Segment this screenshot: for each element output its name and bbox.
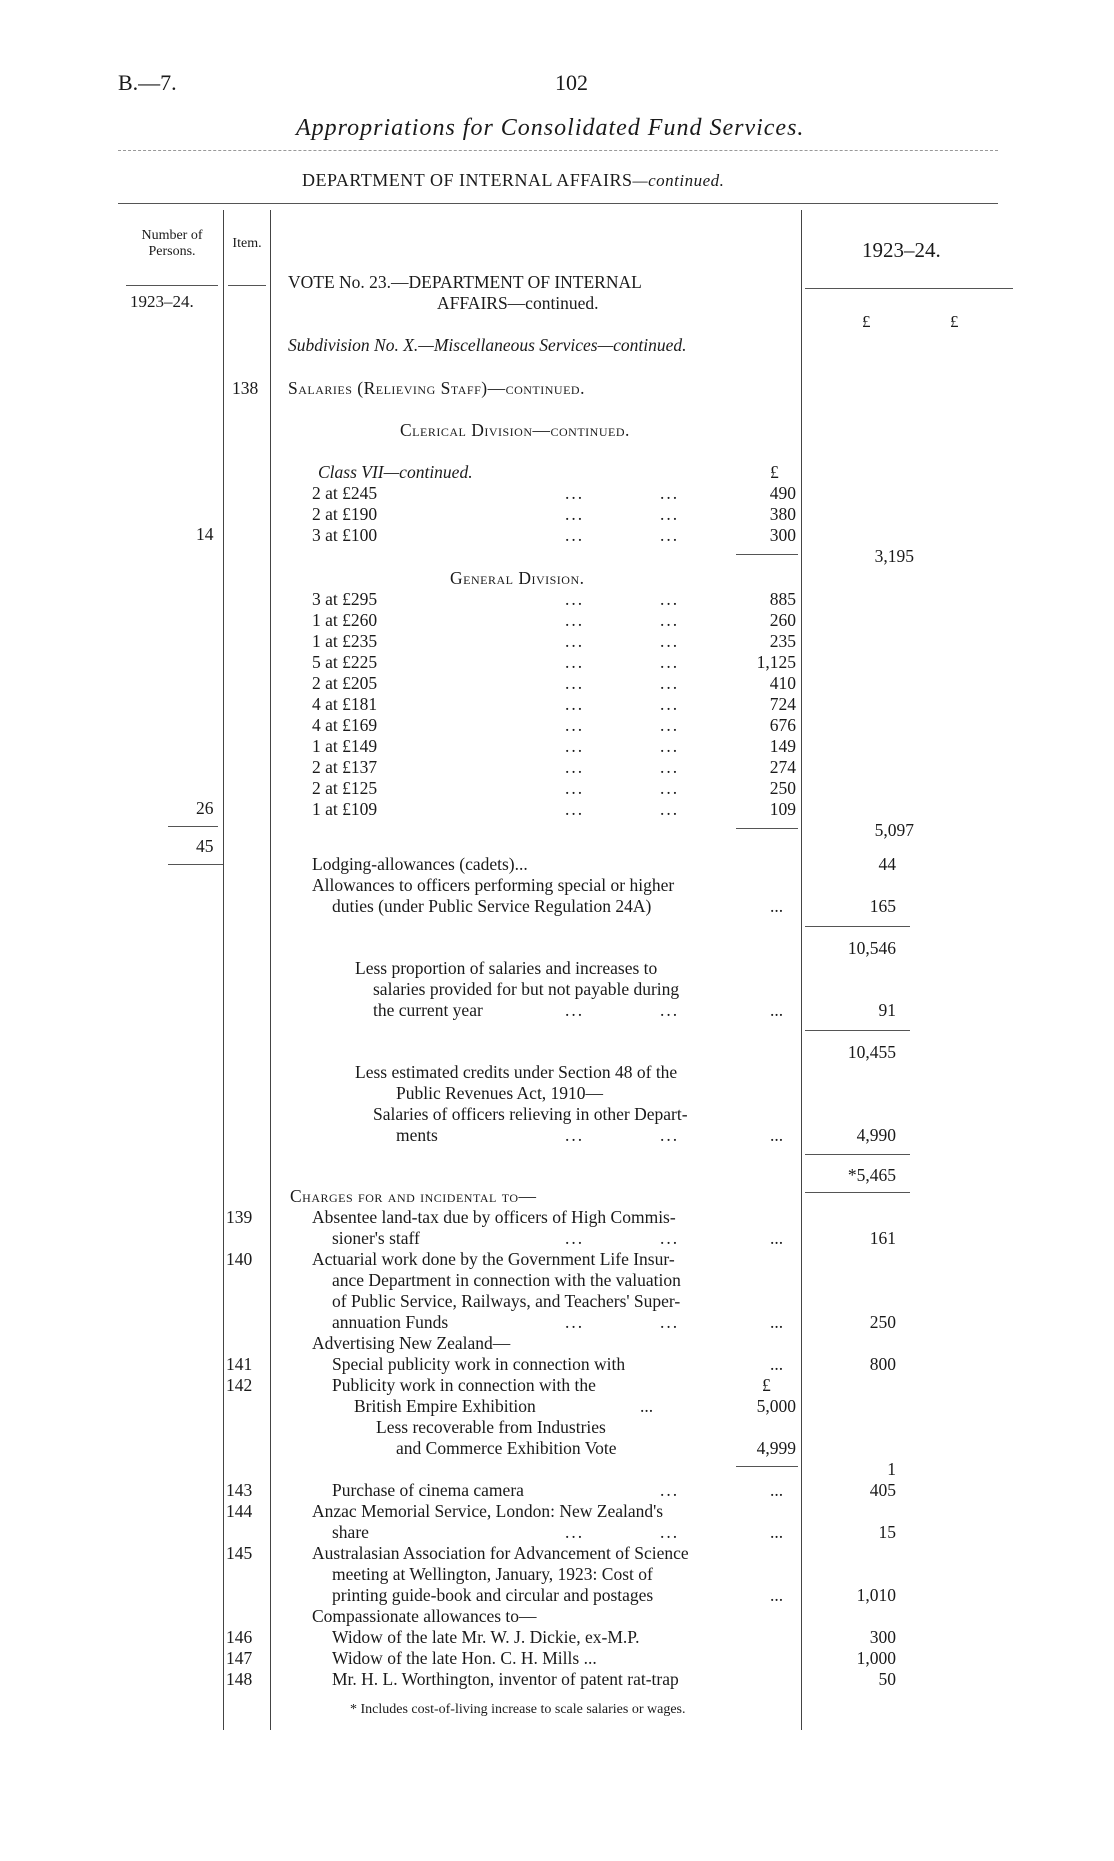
year-head-rule — [805, 288, 1013, 289]
item-143-label: Purchase of cinema camera — [332, 1480, 524, 1500]
item-147-value: 1,000 — [856, 1648, 896, 1668]
dot-leader: ... — [565, 673, 585, 693]
item-number-148: 148 — [226, 1669, 253, 1689]
table-top-rule — [118, 203, 998, 204]
item-142-sum-rule — [736, 1466, 798, 1467]
total-persons-rule — [168, 864, 223, 865]
dot-leader: ... — [660, 799, 680, 819]
special-allowances-line2: duties (under Public Service Regulation 24A) — [332, 896, 652, 916]
item-number-139: 139 — [226, 1207, 253, 1227]
scale-row-amount: 274 — [769, 757, 796, 777]
less-credits-line4: ments — [396, 1125, 438, 1145]
dot-leader: ... — [660, 1480, 680, 1500]
dot-leader: ... — [660, 715, 680, 735]
scale-row-label: 1 at £149 — [312, 736, 378, 756]
department-heading — [302, 170, 724, 191]
item-number-145: 145 — [226, 1543, 253, 1563]
amount-column-line — [801, 210, 802, 1730]
scale-row-amount: 490 — [769, 483, 796, 503]
item-140-line4: annuation Funds — [332, 1312, 449, 1332]
item-141-value: 800 — [869, 1354, 896, 1374]
total-persons: 45 — [196, 836, 214, 856]
dot-leader: ... — [660, 1125, 680, 1145]
item-142-line3: Less recoverable from Industries — [376, 1417, 606, 1437]
dot-leader: ... — [660, 1312, 680, 1332]
dot-leader: ... — [770, 1000, 784, 1020]
title-rule — [118, 150, 998, 151]
scale-row-amount: 109 — [769, 799, 796, 819]
dot-leader: ... — [770, 1480, 784, 1500]
item-148-value: 50 — [878, 1669, 896, 1689]
vote-heading: VOTE No. 23.—DEPARTMENT OF INTERNAL — [288, 272, 642, 292]
scale-row-amount: 380 — [769, 504, 796, 524]
dot-leader: ... — [565, 736, 585, 756]
dot-leader: ... — [565, 694, 585, 714]
dot-leader: ... — [770, 1354, 784, 1374]
vote-heading-continued: AFFAIRS—continued. — [437, 293, 599, 313]
dot-leader: ... — [565, 778, 585, 798]
less-proportion-line1: Less proportion of salaries and increases to — [355, 958, 658, 978]
dot-leader: ... — [660, 1228, 680, 1248]
pound-header-2: £ — [950, 312, 959, 331]
persons-column-line — [223, 210, 224, 1730]
net-under-rule — [805, 1192, 910, 1193]
salaries-heading: Salaries (Relieving Staff)—continued. — [288, 378, 585, 398]
dot-leader: ... — [660, 631, 680, 651]
scale-row-amount: 724 — [769, 694, 796, 714]
dot-leader: ... — [565, 1228, 585, 1248]
dot-leader: ... — [660, 652, 680, 672]
persons-column-header: Number of Persons. — [141, 228, 203, 259]
dot-leader: ... — [565, 715, 585, 735]
class-vii-heading: Class VII—continued. — [318, 462, 473, 482]
special-allowances-line1: Allowances to officers performing special or higher — [312, 875, 675, 895]
item-142-line1: Publicity work in connection with the — [332, 1375, 596, 1395]
dot-leader: ... — [565, 631, 585, 651]
dot-leader: ... — [660, 504, 680, 524]
dot-leader: ... — [660, 694, 680, 714]
persons-head-rule — [126, 285, 218, 286]
clerical-persons: 14 — [196, 524, 214, 544]
less-credits-line1: Less estimated credits under Section 48 of the — [355, 1062, 678, 1082]
dot-leader: ... — [565, 589, 585, 609]
subtotal2-rule — [805, 1030, 910, 1031]
scale-row-amount: 410 — [769, 673, 796, 693]
item-142-value: 1 — [887, 1459, 896, 1479]
dot-leader: ... — [660, 1000, 680, 1020]
pound-subcolumn-header: £ — [770, 462, 779, 482]
item-146-label: Widow of the late Mr. W. J. Dickie, ex-M.P. — [332, 1627, 640, 1647]
subdivision-heading: Subdivision No. X.—Miscellaneous Services—continued. — [288, 335, 687, 355]
item-145-value: 1,010 — [856, 1585, 896, 1605]
scale-row-label: 2 at £205 — [312, 673, 378, 693]
dot-leader: ... — [565, 652, 585, 672]
item-number-144: 144 — [226, 1501, 253, 1521]
subtotal-1: 10,546 — [847, 938, 896, 958]
scale-row-label: 1 at £235 — [312, 631, 378, 651]
dot-leader: ... — [660, 736, 680, 756]
item-column-line — [270, 210, 271, 1730]
less-proportion-value: 91 — [878, 1000, 896, 1020]
item-139-line1: Absentee land-tax due by officers of High Commis- — [312, 1207, 676, 1227]
department-suffix: —continued. — [632, 171, 725, 190]
general-persons: 26 — [196, 798, 214, 818]
dot-leader: ... — [660, 589, 680, 609]
dot-leader: ... — [770, 1585, 784, 1605]
clerical-division-heading: Clerical Division—continued. — [400, 420, 630, 440]
net-rule — [805, 1154, 910, 1155]
dot-leader: ... — [565, 610, 585, 630]
general-total: 5,097 — [874, 820, 914, 840]
dot-leader: ... — [565, 525, 585, 545]
item-number-147: 147 — [226, 1648, 253, 1668]
item-142-recoverable: 4,999 — [756, 1438, 796, 1458]
dot-leader: ... — [660, 525, 680, 545]
scale-row-amount: 260 — [769, 610, 796, 630]
lodging-allowances-value: 44 — [878, 854, 896, 874]
item-number-146: 146 — [226, 1627, 253, 1647]
general-sum-rule — [736, 828, 798, 829]
item-144-line1: Anzac Memorial Service, London: New Zealand's — [312, 1501, 664, 1521]
scale-row-label: 2 at £190 — [312, 504, 378, 524]
item-143-value: 405 — [869, 1480, 896, 1500]
item-141-label: Special publicity work in connection with — [332, 1354, 626, 1374]
scale-row-label: 2 at £245 — [312, 483, 378, 503]
dot-leader: ... — [565, 1000, 585, 1020]
dot-leader: ... — [770, 896, 784, 916]
scale-row-amount: 300 — [769, 525, 796, 545]
persons-sum-rule — [168, 826, 218, 827]
footnote: * Includes cost-of-living increase to scale salaries or wages. — [350, 1702, 686, 1717]
less-credits-line2: Public Revenues Act, 1910— — [396, 1083, 604, 1103]
dot-leader: ... — [565, 1125, 585, 1145]
item-146-value: 300 — [869, 1627, 896, 1647]
pound-header-1: £ — [862, 312, 871, 331]
item-number-138: 138 — [232, 378, 259, 398]
dot-leader: ... — [640, 1396, 654, 1416]
dot-leader: ... — [770, 1312, 784, 1332]
dot-leader: ... — [770, 1125, 784, 1145]
dot-leader: ... — [660, 1522, 680, 1542]
item-144-line2: share — [332, 1522, 369, 1542]
scale-row-label: 1 at £109 — [312, 799, 378, 819]
dot-leader: ... — [565, 1522, 585, 1542]
item-number-141: 141 — [226, 1354, 253, 1374]
scale-row-amount: 250 — [769, 778, 796, 798]
item-140-line1: Actuarial work done by the Government Life Insur- — [312, 1249, 675, 1269]
scale-row-label: 3 at £100 — [312, 525, 378, 545]
dot-leader: ... — [565, 799, 585, 819]
scale-row-label: 1 at £260 — [312, 610, 378, 630]
less-credits-line3: Salaries of officers relieving in other Depart- — [373, 1104, 688, 1124]
scale-row-amount: 149 — [769, 736, 796, 756]
item-144-value: 15 — [878, 1522, 896, 1542]
less-proportion-line3: the current year — [373, 1000, 483, 1020]
scale-row-amount: 1,125 — [756, 652, 796, 672]
page-number: 102 — [555, 70, 588, 95]
dot-leader: ... — [565, 504, 585, 524]
dot-leader: ... — [660, 483, 680, 503]
scale-row-label: 2 at £125 — [312, 778, 378, 798]
advertising-heading: Advertising New Zealand— — [312, 1333, 511, 1353]
scale-row-amount: 885 — [769, 589, 796, 609]
dot-leader: ... — [565, 483, 585, 503]
net-salaries-total: *5,465 — [847, 1165, 896, 1185]
subtotal-2: 10,455 — [847, 1042, 896, 1062]
general-division-heading: General Division. — [450, 568, 585, 588]
scale-row-label: 3 at £295 — [312, 589, 378, 609]
scale-row-amount: 676 — [769, 715, 796, 735]
item-140-line2: ance Department in connection with the valuation — [332, 1270, 681, 1290]
clerical-sum-rule — [736, 554, 798, 555]
scale-row-label: 5 at £225 — [312, 652, 378, 672]
item-147-label: Widow of the late Hon. C. H. Mills ... — [332, 1648, 597, 1668]
item-head-rule — [228, 285, 266, 286]
item-139-line2: sioner's staff — [332, 1228, 420, 1248]
item-145-line2: meeting at Wellington, January, 1923: Cost of — [332, 1564, 653, 1584]
persons-year: 1923–24. — [130, 292, 194, 311]
dot-leader: ... — [565, 757, 585, 777]
lodging-allowances-label: Lodging-allowances (cadets)... — [312, 854, 528, 874]
dot-leader: ... — [660, 778, 680, 798]
subtotal1-rule — [805, 926, 910, 927]
document-reference: B.—7. — [118, 70, 177, 95]
charges-heading: Charges for and incidental to— — [290, 1186, 537, 1206]
department-name: DEPARTMENT OF INTERNAL AFFAIRS — [302, 170, 633, 190]
less-proportion-line2: salaries provided for but not payable during — [373, 979, 680, 999]
dot-leader: ... — [565, 1312, 585, 1332]
item-142-line2: British Empire Exhibition — [354, 1396, 536, 1416]
dot-leader: ... — [660, 673, 680, 693]
scale-row-label: 4 at £169 — [312, 715, 378, 735]
compassionate-heading: Compassionate allowances to— — [312, 1606, 537, 1626]
dot-leader: ... — [770, 1522, 784, 1542]
item-number-140: 140 — [226, 1249, 253, 1269]
dot-leader: ... — [770, 1228, 784, 1248]
special-allowances-value: 165 — [869, 896, 896, 916]
year-column-header: 1923–24. — [862, 238, 941, 262]
item-number-143: 143 — [226, 1480, 253, 1500]
item-142-pound: £ — [762, 1375, 771, 1395]
item-column-header: Item. — [232, 236, 262, 251]
scale-row-label: 2 at £137 — [312, 757, 378, 777]
item-148-label: Mr. H. L. Worthington, inventor of patent rat-trap — [332, 1669, 679, 1689]
item-142-line4: and Commerce Exhibition Vote — [396, 1438, 617, 1458]
item-140-line3: of Public Service, Railways, and Teachers' Super- — [332, 1291, 681, 1311]
scale-row-label: 4 at £181 — [312, 694, 378, 714]
item-145-line3: printing guide-book and circular and postages — [332, 1585, 654, 1605]
item-number-142: 142 — [226, 1375, 253, 1395]
dot-leader: ... — [660, 757, 680, 777]
less-credits-value: 4,990 — [856, 1125, 896, 1145]
clerical-total: 3,195 — [874, 546, 914, 566]
item-145-line1: Australasian Association for Advancement of Science — [312, 1543, 689, 1563]
dot-leader: ... — [660, 610, 680, 630]
item-139-value: 161 — [869, 1228, 896, 1248]
item-142-gross: 5,000 — [756, 1396, 796, 1416]
page-title: Appropriations for Consolidated Fund Services. — [296, 115, 805, 141]
scale-row-amount: 235 — [769, 631, 796, 651]
item-140-value: 250 — [869, 1312, 896, 1332]
